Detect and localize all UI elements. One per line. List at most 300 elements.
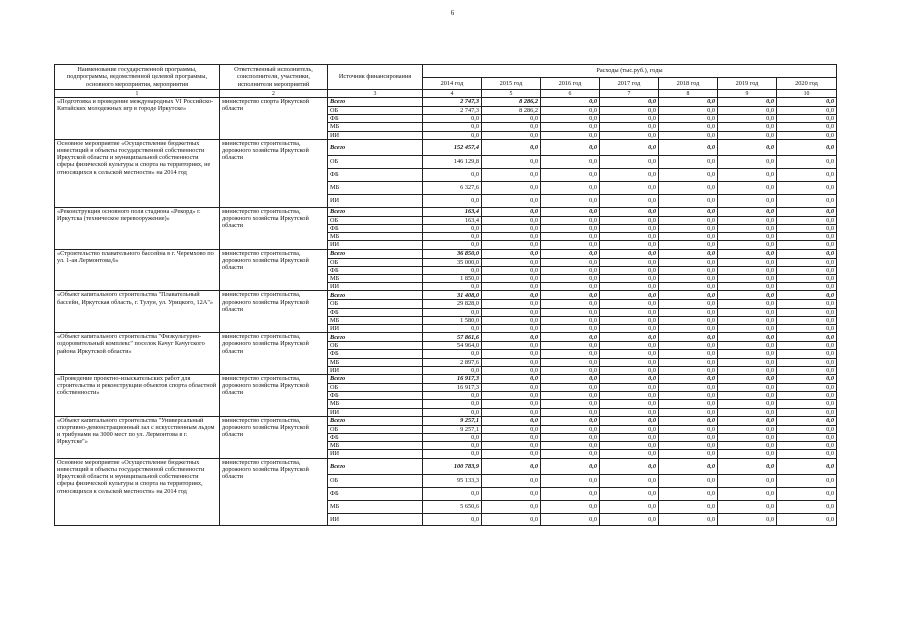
- expense-value-cell: 0,0: [659, 442, 718, 450]
- expense-value-cell: 0,0: [600, 291, 659, 300]
- expense-value-cell: 8 286,2: [482, 98, 541, 107]
- expense-value-cell: 0,0: [600, 168, 659, 181]
- expense-value-cell: 0,0: [482, 358, 541, 366]
- expense-value-cell: 0,0: [541, 434, 600, 442]
- expense-value-cell: 152 457,4: [423, 139, 482, 155]
- expense-value-cell: 0,0: [718, 358, 777, 366]
- funding-source-cell: ОБ: [328, 300, 423, 308]
- expense-value-cell: 0,0: [482, 458, 541, 474]
- expense-value-cell: 0,0: [718, 308, 777, 316]
- expense-value-cell: 0,0: [482, 225, 541, 233]
- expense-value-cell: 0,0: [541, 358, 600, 366]
- expense-value-cell: 0,0: [659, 291, 718, 300]
- expense-value-cell: 0,0: [777, 325, 837, 333]
- funding-source-cell: Всего: [328, 291, 423, 300]
- expense-value-cell: 0,0: [777, 283, 837, 291]
- expense-value-cell: 0,0: [777, 392, 837, 400]
- header-col-number: 2: [220, 90, 328, 98]
- expense-value-cell: 0,0: [777, 194, 837, 207]
- expense-value-cell: 0,0: [541, 291, 600, 300]
- expense-value-cell: 0,0: [482, 325, 541, 333]
- funding-source-cell: МБ: [328, 123, 423, 131]
- expense-value-cell: 0,0: [718, 474, 777, 487]
- expense-value-cell: 0,0: [541, 233, 600, 241]
- header-responsible-col: Ответственный исполнитель, соисполнители, участники, исполнители мероприятий: [220, 65, 328, 90]
- expense-value-cell: 6 327,6: [423, 181, 482, 194]
- table-row: [55, 291, 837, 300]
- expense-value-cell: 0,0: [482, 139, 541, 155]
- funding-source-cell: ИИ: [328, 366, 423, 374]
- expense-value-cell: 0,0: [423, 392, 482, 400]
- responsible-cell: министерство строительства, дорожного хозяйства Иркутской области: [220, 139, 328, 207]
- expense-value-cell: 0,0: [423, 225, 482, 233]
- expense-value-cell: 0,0: [777, 450, 837, 458]
- expense-value-cell: 0,0: [777, 333, 837, 342]
- expense-value-cell: 0,0: [600, 300, 659, 308]
- expense-value-cell: 0,0: [541, 308, 600, 316]
- expense-value-cell: 0,0: [718, 458, 777, 474]
- expense-value-cell: 0,0: [423, 266, 482, 274]
- expense-value-cell: 0,0: [659, 416, 718, 425]
- expense-value-cell: 0,0: [777, 500, 837, 513]
- expense-value-cell: 0,0: [718, 500, 777, 513]
- responsible-cell: министерство строительства, дорожного хозяйства Иркутской области: [220, 375, 328, 417]
- expense-value-cell: 0,0: [777, 442, 837, 450]
- expense-value-cell: 0,0: [600, 131, 659, 139]
- expense-value-cell: 0,0: [777, 107, 837, 115]
- expense-value-cell: 0,0: [482, 487, 541, 500]
- expense-value-cell: 0,0: [600, 392, 659, 400]
- expense-value-cell: 0,0: [482, 442, 541, 450]
- expense-value-cell: 0,0: [482, 283, 541, 291]
- expense-value-cell: 0,0: [600, 474, 659, 487]
- expense-value-cell: 0,0: [600, 249, 659, 258]
- event-name-cell: «Объект капитального строительства "Физкультурно-оздоровительный комплекс" поселок Качуг Качугского района Иркутской области»: [55, 333, 220, 375]
- expense-value-cell: 0,0: [541, 155, 600, 168]
- expense-value-cell: 0,0: [482, 392, 541, 400]
- expense-value-cell: 163,4: [423, 216, 482, 224]
- expense-value-cell: 0,0: [600, 513, 659, 525]
- expense-value-cell: 0,0: [423, 308, 482, 316]
- expense-value-cell: 0,0: [659, 225, 718, 233]
- expense-value-cell: 0,0: [600, 107, 659, 115]
- expense-value-cell: 0,0: [659, 216, 718, 224]
- expense-value-cell: 0,0: [718, 241, 777, 249]
- expense-value-cell: 0,0: [541, 107, 600, 115]
- expense-value-cell: 0,0: [541, 131, 600, 139]
- expense-value-cell: 0,0: [482, 408, 541, 416]
- expense-value-cell: 36 850,0: [423, 249, 482, 258]
- expense-value-cell: 0,0: [600, 400, 659, 408]
- expense-value-cell: 0,0: [659, 342, 718, 350]
- header-col-number: 5: [482, 90, 541, 98]
- expense-value-cell: 0,0: [541, 333, 600, 342]
- expense-value-cell: 100 783,9: [423, 458, 482, 474]
- expense-value-cell: 0,0: [718, 325, 777, 333]
- table-header: [55, 65, 837, 98]
- expense-value-cell: 0,0: [659, 384, 718, 392]
- expense-value-cell: 0,0: [482, 375, 541, 384]
- funding-source-cell: Всего: [328, 249, 423, 258]
- expense-value-cell: 0,0: [777, 139, 837, 155]
- expense-value-cell: 0,0: [482, 207, 541, 216]
- expense-value-cell: 0,0: [600, 275, 659, 283]
- funding-source-cell: МБ: [328, 233, 423, 241]
- expense-value-cell: 0,0: [777, 416, 837, 425]
- expense-value-cell: 0,0: [718, 450, 777, 458]
- expense-value-cell: 0,0: [659, 258, 718, 266]
- header-col-number: 6: [541, 90, 600, 98]
- funding-source-cell: ИИ: [328, 408, 423, 416]
- expense-value-cell: 0,0: [777, 316, 837, 324]
- expense-value-cell: 0,0: [718, 400, 777, 408]
- expense-value-cell: 0,0: [600, 358, 659, 366]
- expense-value-cell: 0,0: [659, 366, 718, 374]
- expense-value-cell: 0,0: [777, 123, 837, 131]
- expense-value-cell: 0,0: [718, 384, 777, 392]
- expense-value-cell: 0,0: [423, 241, 482, 249]
- funding-source-cell: ОБ: [328, 258, 423, 266]
- expense-value-cell: 0,0: [718, 366, 777, 374]
- expense-value-cell: 0,0: [777, 350, 837, 358]
- funding-source-cell: МБ: [328, 442, 423, 450]
- expense-value-cell: 0,0: [423, 408, 482, 416]
- expense-value-cell: 0,0: [541, 442, 600, 450]
- expense-value-cell: 0,0: [423, 400, 482, 408]
- expense-value-cell: 0,0: [777, 291, 837, 300]
- expense-value-cell: 0,0: [541, 181, 600, 194]
- expense-value-cell: 0,0: [541, 375, 600, 384]
- table-row: [55, 249, 837, 258]
- funding-source-cell: ОБ: [328, 216, 423, 224]
- expense-value-cell: 0,0: [659, 181, 718, 194]
- expense-value-cell: 0,0: [777, 342, 837, 350]
- expense-value-cell: 0,0: [718, 350, 777, 358]
- header-year: 2018 год: [659, 78, 718, 90]
- expense-value-cell: 0,0: [482, 131, 541, 139]
- expense-value-cell: 0,0: [659, 241, 718, 249]
- expense-value-cell: 16 917,3: [423, 384, 482, 392]
- expense-value-cell: 0,0: [600, 342, 659, 350]
- expense-value-cell: 0,0: [659, 308, 718, 316]
- expense-value-cell: 0,0: [541, 249, 600, 258]
- table-row: [55, 458, 837, 474]
- expense-value-cell: 0,0: [777, 258, 837, 266]
- header-col-number: 10: [777, 90, 837, 98]
- funding-source-cell: ИИ: [328, 131, 423, 139]
- expense-value-cell: 0,0: [718, 233, 777, 241]
- expense-value-cell: 0,0: [777, 168, 837, 181]
- expense-value-cell: 0,0: [718, 98, 777, 107]
- table-body: [55, 98, 837, 526]
- responsible-cell: министерство строительства, дорожного хозяйства Иркутской области: [220, 207, 328, 249]
- expense-value-cell: 0,0: [718, 275, 777, 283]
- expense-value-cell: 0,0: [600, 366, 659, 374]
- expense-value-cell: 0,0: [777, 216, 837, 224]
- expense-value-cell: 8 286,2: [482, 107, 541, 115]
- expense-value-cell: 0,0: [482, 275, 541, 283]
- expense-value-cell: 0,0: [600, 350, 659, 358]
- expense-value-cell: 2 747,3: [423, 107, 482, 115]
- expense-value-cell: 0,0: [659, 275, 718, 283]
- expense-value-cell: 0,0: [777, 207, 837, 216]
- expense-value-cell: 29 828,0: [423, 300, 482, 308]
- funding-source-cell: ФБ: [328, 225, 423, 233]
- funding-source-cell: ОБ: [328, 342, 423, 350]
- expense-value-cell: 0,0: [777, 249, 837, 258]
- expense-value-cell: 0,0: [600, 416, 659, 425]
- expense-value-cell: 0,0: [541, 241, 600, 249]
- expense-value-cell: 0,0: [600, 207, 659, 216]
- funding-source-cell: ФБ: [328, 115, 423, 123]
- header-year: 2020 год: [777, 78, 837, 90]
- expense-value-cell: 0,0: [659, 474, 718, 487]
- expense-value-cell: 0,0: [600, 181, 659, 194]
- expense-value-cell: 0,0: [482, 300, 541, 308]
- expense-value-cell: 0,0: [600, 115, 659, 123]
- expense-value-cell: 0,0: [659, 194, 718, 207]
- funding-source-cell: Всего: [328, 458, 423, 474]
- responsible-cell: министерство строительства, дорожного хозяйства Иркутской области: [220, 249, 328, 291]
- expense-value-cell: 0,0: [659, 107, 718, 115]
- expense-value-cell: 0,0: [659, 168, 718, 181]
- table-row: [55, 98, 837, 107]
- expense-value-cell: 0,0: [600, 283, 659, 291]
- header-col-number: 7: [600, 90, 659, 98]
- budget-table: [54, 64, 837, 526]
- expense-value-cell: 0,0: [482, 194, 541, 207]
- expense-value-cell: 0,0: [541, 225, 600, 233]
- expense-value-cell: 0,0: [718, 416, 777, 425]
- funding-source-cell: Всего: [328, 98, 423, 107]
- expense-value-cell: 0,0: [482, 168, 541, 181]
- event-name-cell: «Объект капитального строительства "Универсальный спортивно-демонстрационный зал с искусственным льдом и трибунами на 3000 мест по ул. Лермонтова в г. Иркутске"»: [55, 416, 220, 458]
- expense-value-cell: 0,0: [777, 458, 837, 474]
- expense-value-cell: 0,0: [659, 115, 718, 123]
- funding-source-cell: Всего: [328, 207, 423, 216]
- expense-value-cell: 0,0: [423, 168, 482, 181]
- header-name-col: Наименование государственной программы, подпрограммы, ведомственной целевой программы, основного мероприятия, мероприятия: [55, 65, 220, 90]
- funding-source-cell: МБ: [328, 358, 423, 366]
- expense-value-cell: 0,0: [777, 308, 837, 316]
- expense-value-cell: 0,0: [482, 258, 541, 266]
- expense-value-cell: 0,0: [482, 291, 541, 300]
- expense-value-cell: 0,0: [423, 442, 482, 450]
- funding-source-cell: ИИ: [328, 513, 423, 525]
- expense-value-cell: 0,0: [777, 408, 837, 416]
- expense-value-cell: 0,0: [541, 342, 600, 350]
- expense-value-cell: 16 917,3: [423, 375, 482, 384]
- expense-value-cell: 0,0: [541, 487, 600, 500]
- expense-value-cell: 0,0: [718, 442, 777, 450]
- expense-value-cell: 57 861,6: [423, 333, 482, 342]
- expense-value-cell: 0,0: [482, 181, 541, 194]
- expense-value-cell: 0,0: [482, 233, 541, 241]
- expense-value-cell: 0,0: [423, 487, 482, 500]
- expense-value-cell: 0,0: [423, 350, 482, 358]
- expense-value-cell: 0,0: [541, 115, 600, 123]
- expense-value-cell: 0,0: [600, 241, 659, 249]
- expense-value-cell: 0,0: [659, 131, 718, 139]
- expense-value-cell: 0,0: [541, 416, 600, 425]
- funding-source-cell: МБ: [328, 181, 423, 194]
- expense-value-cell: 2 897,6: [423, 358, 482, 366]
- expense-value-cell: 0,0: [482, 316, 541, 324]
- expense-value-cell: 35 000,0: [423, 258, 482, 266]
- expense-value-cell: 0,0: [482, 266, 541, 274]
- expense-value-cell: 0,0: [718, 300, 777, 308]
- expense-value-cell: 0,0: [718, 123, 777, 131]
- expense-value-cell: 95 133,3: [423, 474, 482, 487]
- expense-value-cell: 0,0: [541, 283, 600, 291]
- expense-value-cell: 0,0: [482, 350, 541, 358]
- expense-value-cell: 0,0: [600, 266, 659, 274]
- expense-value-cell: 0,0: [600, 500, 659, 513]
- expense-value-cell: 0,0: [659, 300, 718, 308]
- expense-value-cell: 0,0: [541, 392, 600, 400]
- funding-source-cell: МБ: [328, 275, 423, 283]
- header-expenses-col: Расходы (тыс.руб.), годы: [423, 65, 837, 78]
- expense-value-cell: 0,0: [718, 131, 777, 139]
- expense-value-cell: 0,0: [659, 123, 718, 131]
- expense-value-cell: 0,0: [659, 392, 718, 400]
- expense-value-cell: 0,0: [541, 300, 600, 308]
- expense-value-cell: 0,0: [482, 450, 541, 458]
- expense-value-cell: 0,0: [777, 384, 837, 392]
- funding-source-cell: ОБ: [328, 384, 423, 392]
- responsible-cell: министерство спорта Иркутской области: [220, 98, 328, 140]
- header-col-number: 4: [423, 90, 482, 98]
- expense-value-cell: 0,0: [659, 333, 718, 342]
- event-name-cell: «Строительство плавательного бассейна в г. Черемхово по ул. 1-ая Лермонтова,6»: [55, 249, 220, 291]
- header-year: 2014 год: [423, 78, 482, 90]
- expense-value-cell: 0,0: [600, 233, 659, 241]
- expense-value-cell: 0,0: [777, 474, 837, 487]
- expense-value-cell: 0,0: [659, 233, 718, 241]
- expense-value-cell: 0,0: [541, 408, 600, 416]
- header-source-col: Источник финансирования: [328, 65, 423, 90]
- table-row: [55, 375, 837, 384]
- table-row: [55, 333, 837, 342]
- expense-value-cell: 0,0: [541, 425, 600, 433]
- expense-value-cell: 0,0: [423, 123, 482, 131]
- expense-value-cell: 0,0: [718, 342, 777, 350]
- expense-value-cell: 0,0: [777, 275, 837, 283]
- expense-value-cell: 0,0: [541, 216, 600, 224]
- expense-value-cell: 0,0: [659, 375, 718, 384]
- expense-value-cell: 0,0: [777, 233, 837, 241]
- expense-value-cell: 0,0: [777, 487, 837, 500]
- expense-value-cell: 0,0: [482, 308, 541, 316]
- expense-value-cell: 0,0: [718, 194, 777, 207]
- expense-value-cell: 0,0: [718, 487, 777, 500]
- expense-value-cell: 0,0: [600, 216, 659, 224]
- expense-value-cell: 0,0: [718, 434, 777, 442]
- expense-value-cell: 0,0: [659, 458, 718, 474]
- expense-value-cell: 0,0: [423, 233, 482, 241]
- expense-value-cell: 0,0: [541, 266, 600, 274]
- expense-value-cell: 0,0: [718, 316, 777, 324]
- expense-value-cell: 0,0: [482, 342, 541, 350]
- expense-value-cell: 0,0: [600, 123, 659, 131]
- expense-value-cell: 0,0: [600, 258, 659, 266]
- expense-value-cell: 0,0: [659, 316, 718, 324]
- responsible-cell: министерство строительства, дорожного хозяйства Иркутской области: [220, 416, 328, 458]
- funding-source-cell: МБ: [328, 316, 423, 324]
- expense-value-cell: 54 964,0: [423, 342, 482, 350]
- funding-source-cell: ИИ: [328, 241, 423, 249]
- funding-source-cell: ОБ: [328, 107, 423, 115]
- expense-value-cell: 0,0: [659, 98, 718, 107]
- funding-source-cell: МБ: [328, 400, 423, 408]
- expense-value-cell: 0,0: [600, 450, 659, 458]
- expense-value-cell: 0,0: [777, 358, 837, 366]
- expense-value-cell: 0,0: [482, 416, 541, 425]
- expense-value-cell: 0,0: [600, 325, 659, 333]
- expense-value-cell: 0,0: [541, 513, 600, 525]
- expense-value-cell: 0,0: [718, 181, 777, 194]
- funding-source-cell: ОБ: [328, 155, 423, 168]
- responsible-cell: министерство строительства, дорожного хозяйства Иркутской области: [220, 291, 328, 333]
- expense-value-cell: 0,0: [541, 98, 600, 107]
- expense-value-cell: 0,0: [777, 366, 837, 374]
- expense-value-cell: 0,0: [659, 139, 718, 155]
- expense-value-cell: 0,0: [718, 225, 777, 233]
- expense-value-cell: 0,0: [482, 123, 541, 131]
- expense-value-cell: 0,0: [423, 194, 482, 207]
- expense-value-cell: 0,0: [777, 300, 837, 308]
- funding-source-cell: МБ: [328, 500, 423, 513]
- table-row: [55, 207, 837, 216]
- header-col-number: 9: [718, 90, 777, 98]
- expense-value-cell: 0,0: [600, 408, 659, 416]
- expense-value-cell: 0,0: [423, 450, 482, 458]
- expense-value-cell: 0,0: [659, 434, 718, 442]
- funding-source-cell: Всего: [328, 375, 423, 384]
- expense-value-cell: 0,0: [659, 487, 718, 500]
- expense-value-cell: 0,0: [718, 168, 777, 181]
- table-row: [55, 416, 837, 425]
- expense-value-cell: 0,0: [541, 168, 600, 181]
- expense-value-cell: 146 129,8: [423, 155, 482, 168]
- funding-source-cell: ФБ: [328, 434, 423, 442]
- expense-value-cell: 0,0: [482, 425, 541, 433]
- expense-value-cell: 0,0: [659, 358, 718, 366]
- expense-value-cell: 0,0: [777, 425, 837, 433]
- expense-value-cell: 0,0: [482, 434, 541, 442]
- expense-value-cell: 0,0: [718, 283, 777, 291]
- expense-value-cell: 0,0: [423, 366, 482, 374]
- expense-value-cell: 1 580,0: [423, 316, 482, 324]
- expense-value-cell: 0,0: [541, 275, 600, 283]
- expense-value-cell: 0,0: [600, 434, 659, 442]
- expense-value-cell: 0,0: [718, 425, 777, 433]
- expense-value-cell: 0,0: [718, 107, 777, 115]
- funding-source-cell: ИИ: [328, 325, 423, 333]
- funding-source-cell: ФБ: [328, 392, 423, 400]
- expense-value-cell: 0,0: [777, 400, 837, 408]
- expense-value-cell: 0,0: [777, 115, 837, 123]
- expense-value-cell: 0,0: [718, 249, 777, 258]
- expense-value-cell: 0,0: [541, 139, 600, 155]
- expense-value-cell: 0,0: [659, 266, 718, 274]
- expense-value-cell: 0,0: [600, 98, 659, 107]
- expense-value-cell: 0,0: [718, 155, 777, 168]
- expense-value-cell: 9 257,1: [423, 425, 482, 433]
- funding-source-cell: ИИ: [328, 283, 423, 291]
- expense-value-cell: 1 850,0: [423, 275, 482, 283]
- expense-value-cell: 0,0: [541, 350, 600, 358]
